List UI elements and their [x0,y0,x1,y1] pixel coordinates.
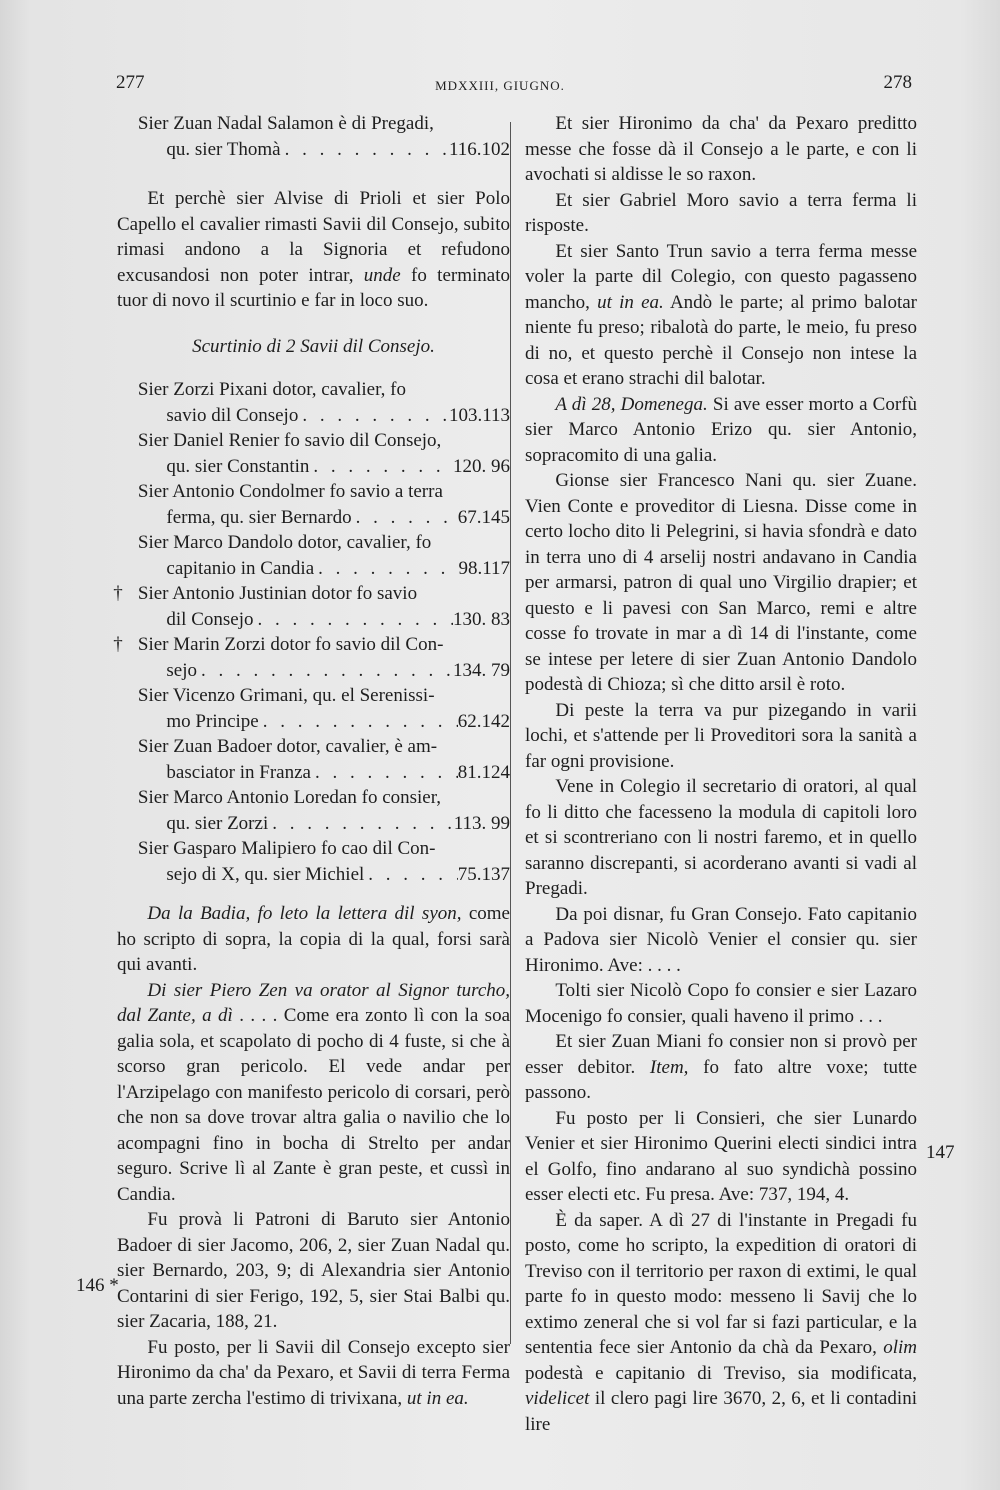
dot-leader [281,137,449,163]
paragraph: È da saper. A dì 27 di l'instante in Pregadi fu posto, come ho scripto, la expedition di oratori di Treviso con il territorio per raxon di extimi, le qual parte fo in questo modo: messeno li Savij che lo extimo zeneral che si vol far si fazi particular, e la sententia fece sier Antonio da chà da Pexaro, olim podestà e capitanio di Treviso, sia modificata, videlicet il clero pagi lire 3670, 2, 6, et li contadini lire [525,1209,918,1435]
paragraph: Vene in Colegio il secretario di oratori, al qual fo li ditto che facesseno la modula di capitoli loro et si scontreriano con li nostri faremo, et in quello saranno discrepanti, si acorderano avanti si vadi al Pregadi. [525,776,917,899]
candidate-name: Sier Marin Zorzi dotor fo savio dil Con- [137,634,444,655]
left-page-number: 277 [116,72,145,93]
candidate-entry [117,836,510,887]
vote-count: 134. 79 [453,659,510,681]
paragraph: Et sier Santo Trun savio a terra ferma messe voler la parte dil Colegio, con questo pagasseno mancho, ut in ea. Andò le parte; al primo balotar niente fu preso; ribalotà do parte, le meio, fu preso di no, et questo perchè il Consejo non intese la cosa et erano strachi dil balotar. [525,240,918,389]
paragraph: Di sier Piero Zen va orator al Signor turcho, dal Zante, a dì . . . . Come era zonto lì con la soa galia sola, et scapolato di pocho di 4 fuste, si che à scorso gran pericolo. El vede andar per l'Arzipelago con manifesto pericolo di corsari, però che non sa dove trovar altra galia o navilio che lo acompagni fino in bocha di Strelto per andar seguro. Scrive lì al Zante è gran peste, et cussì in Candia. [117,979,511,1205]
entry-name-line: qu. sier Thomà [166,138,281,160]
election-entry [117,111,510,162]
vote-count: 120. 96 [453,455,510,477]
candidate-detail: ferma, qu. sier Bernardo [166,506,352,528]
candidate-name: Sier Daniel Renier fo savio dil Consejo, [137,430,442,451]
candidate-entry [117,479,510,530]
candidate-name: Sier Vicenzo Grimani, qu. el Serenissi- [137,685,435,706]
vote-count: 98.117 [458,557,510,579]
candidate-detail: sejo [166,659,197,681]
candidate-entry [117,377,510,428]
dot-leader [298,403,449,429]
candidate-entry [117,734,510,785]
right-column [525,111,917,1437]
vote-count: 62.142 [457,710,510,732]
paragraph: Da poi disnar, fu Gran Consejo. Fato capitanio a Padova sier Nicolò Venier el consier qu. sier Hironimo. Ave: . . . . [525,903,917,976]
dot-leader [253,607,453,633]
left-column [113,111,511,1411]
vote-count: 67.145 [457,506,510,528]
candidate-name: Sier Zorzi Pixani dotor, cavalier, fo [137,379,406,400]
candidate-entry [117,683,510,734]
candidate-name: Sier Antonio Justinian dotor fo savio [137,583,418,604]
paragraph: Fu provà li Patroni di Baruto sier Antonio Badoer di sier Jacomo, 206, 2, sier Zuan Nadal qu. sier Bernardo, 203, 9; di Alexandria sier Antonio Contarini di sier Ferigo, 192, 5, sier Stai Balbi qu. sier Zacaria, 188, 21. [117,1209,510,1332]
vote-count: 116.102 [448,138,510,160]
paragraph: Fu posto per li Consieri, che sier Lunardo Venier et sier Hironimo Querini electi sindici intra el Golfo, fino andarano al suo syndichà possino esser electi etc. Fu presa. Ave: 737, 194, 4. [525,1107,917,1205]
paragraph: Tolti sier Nicolò Copo fo consier e sier Lazaro Mocenigo fo consier, quali haveno il primo . . . [525,980,917,1027]
dot-leader [197,658,453,684]
candidate-entry [117,530,510,581]
vote-count: 130. 83 [453,608,510,630]
elected-cross-mark: † [113,583,123,604]
paragraph: Et sier Hironimo da cha' da Pexaro preditto messe che fosse dà il Consejo a le parte, e con li avochati si aldisse le so raxon. [525,113,917,185]
candidate-entry [113,581,510,632]
candidate-detail: basciator in Franza [166,761,311,783]
paragraph: Et sier Zuan Miani fo consier non si provò per esser debitor. Item, fo fato altre voxe; tutte passono. [525,1031,918,1103]
entry-name-line: Sier Zuan Nadal Salamon è di Pregadi, [137,113,434,134]
paragraph: Et sier Gabriel Moro savio a terra ferma li risposte. [525,189,917,236]
paragraph: Gionse sier Francesco Nani qu. sier Zuane. Vien Conte e proveditor di Liesna. Disse come in certo locho dito li Pelegrini, si havia sfondrà e dato in terra uno di 4 arselij nostri andavano in Candia per armarsi, patron di qual uno Virgilio drapier; et questo e li pavesi con San Marco, remi e altre cosse fo trovate in mar a dì 14 di l'instante, come se intese per letere di sier Zuan Antonio Dandolo podestà di Chioza; sì che ditto arsil è roto. [525,470,917,695]
candidate-entry [117,428,510,479]
paragraph: A dì 28, Domenega. Si ave esser morto a Corfù sier Marco Antonio Erizo qu. sier Antonio, sopracomito di una galia. [525,393,917,466]
dot-leader [311,760,458,786]
paragraph: Di peste la terra va pur pizegando in varii lochi, et s'attende per li Proveditori sora la sanità a far ogni provisione. [525,699,917,772]
candidate-entry [117,785,510,836]
dot-leader [314,556,458,582]
vote-count: 113. 99 [453,812,510,834]
section-heading: Scurtinio di 2 Savii dil Consejo. [192,335,435,357]
margin-number-left: 146 * [76,1275,119,1296]
margin-number-right: 147 [926,1142,955,1163]
candidate-name: Sier Marco Dandolo dotor, cavalier, fo [137,532,432,553]
candidate-detail: qu. sier Constantin [166,455,310,477]
paragraph: Da la Badia, fo leto la lettera dil syon, come ho scripto di sopra, la copia di la qual, forsi sarà qui avanti. [117,903,510,975]
dot-leader [352,505,458,531]
elected-cross-mark: † [113,634,123,655]
dot-leader [268,811,453,837]
vote-count: 75.137 [457,863,510,885]
candidate-detail: capitanio in Candia [166,557,315,579]
candidate-entry [113,632,510,683]
candidate-detail: dil Consejo [166,608,254,630]
dot-leader [309,454,453,480]
paragraph: Et perchè sier Alvise di Prioli et sier Polo Capello el cavalier rimasti Savii dil Consejo, subito rimasi andono a la Signoria et refudono excusandosi non poter intrar, unde fo terminato tuor di novo il scurtinio e far in loco suo. [117,188,510,311]
candidate-name: Sier Gasparo Malipiero fo cao dil Con- [137,838,436,859]
candidate-name: Sier Marco Antonio Loredan fo consier, [137,787,442,808]
scrutiny-list [113,377,510,887]
candidate-detail: sejo di X, qu. sier Michiel [166,863,365,885]
paragraph: Fu posto, per li Savii dil Consejo excepto sier Hironimo da cha' da Pexaro, et Savii di terra Ferma una parte zercha l'estimo di trivixana, ut in ea. [117,1336,510,1409]
column-divider [510,122,511,1344]
vote-count: 103.113 [448,404,510,426]
candidate-detail: mo Principe [166,710,259,732]
candidate-name: Sier Zuan Badoer dotor, cavalier, è am- [137,736,438,757]
candidate-name: Sier Antonio Condolmer fo savio a terra [137,481,443,502]
dot-leader [259,709,458,735]
vote-count: 81.124 [457,761,510,783]
dot-leader [364,862,457,888]
candidate-detail: qu. sier Zorzi [166,812,269,834]
right-page-number: 278 [883,72,912,93]
candidate-detail: savio dil Consejo [166,404,299,426]
running-header: MDXXIII, GIUGNO. [435,78,565,93]
